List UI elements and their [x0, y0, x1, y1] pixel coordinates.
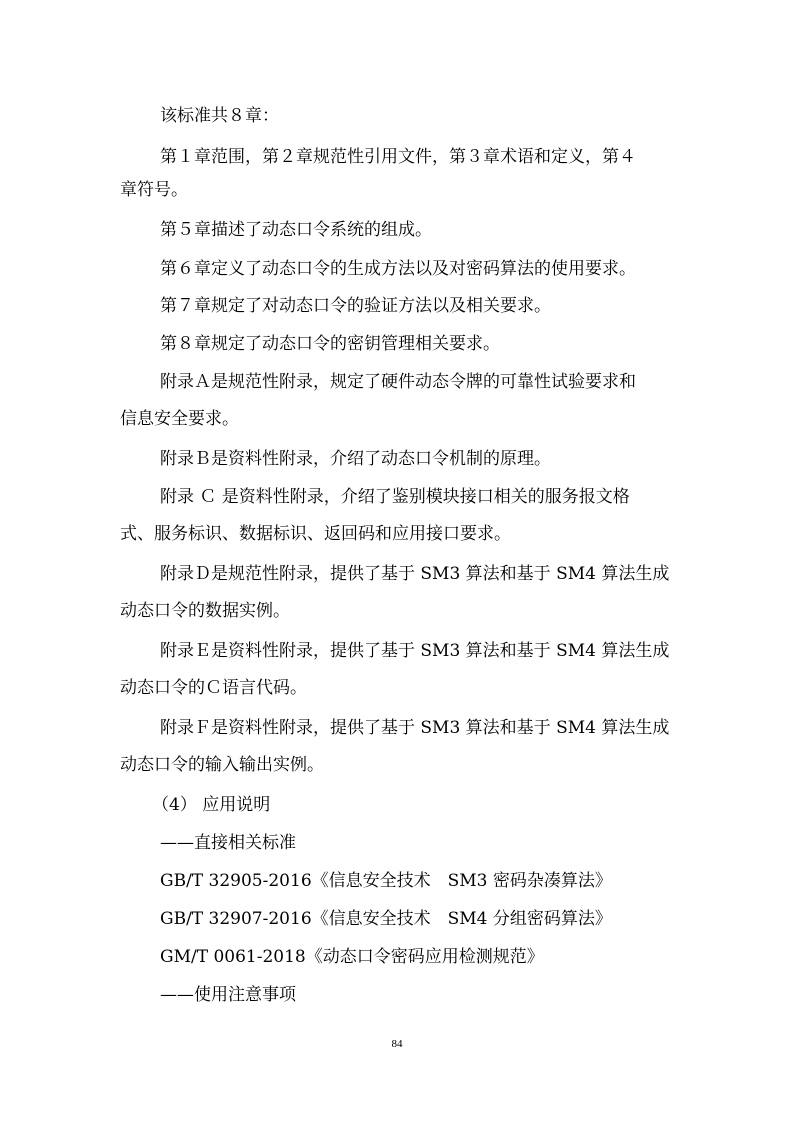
page-number: 84: [391, 1038, 403, 1050]
directly-related-standards-heading: ——直接相关标准: [160, 833, 296, 853]
appendix-c-line: 附录 Ｃ 是资料性附录，介绍了鉴别模块接口相关的服务报文格: [160, 487, 630, 507]
appendix-f-line-wrap: 动态口令的输入输出实例。: [120, 755, 324, 775]
appendix-a-line-wrap: 信息安全要求。: [120, 409, 239, 429]
chapter-scope-line: 第１章范围，第２章规范性引用文件，第３章术语和定义，第４: [160, 147, 636, 167]
appendix-a-line: 附录Ａ是规范性附录，规定了硬件动态令牌的可靠性试验要求和: [160, 372, 636, 392]
chapter-five-line: 第５章描述了动态口令系统的组成。: [160, 220, 432, 240]
application-notes-heading: （4） 应用说明: [152, 795, 271, 815]
appendix-b-line: 附录Ｂ是资料性附录，介绍了动态口令机制的原理。: [160, 449, 551, 469]
appendix-f-line: 附录Ｆ是资料性附录，提供了基于 SM3 算法和基于 SM4 算法生成: [160, 718, 670, 738]
standard-gm-t-0061-line: GM/T 0061-2018《动态口令密码应用检测规范》: [160, 947, 544, 967]
chapter-eight-line: 第８章规定了动态口令的密钥管理相关要求。: [160, 334, 500, 354]
chapter-scope-line-wrap: 章符号。: [120, 180, 188, 200]
chapter-six-line: 第６章定义了动态口令的生成方法以及对密码算法的使用要求。: [160, 259, 636, 279]
appendix-e-line-wrap: 动态口令的Ｃ语言代码。: [120, 678, 307, 698]
appendix-d-line: 附录Ｄ是规范性附录，提供了基于 SM3 算法和基于 SM4 算法生成: [160, 564, 670, 584]
standard-gb-t-32907-line: GB/T 32907-2016《信息安全技术 SM4 分组密码算法》: [160, 909, 612, 929]
appendix-e-line: 附录Ｅ是资料性附录，提供了基于 SM3 算法和基于 SM4 算法生成: [160, 641, 670, 661]
usage-notes-heading: ——使用注意事项: [160, 985, 296, 1005]
chapter-count-line: 该标准共８章：: [160, 106, 279, 126]
standard-gb-t-32905-line: GB/T 32905-2016《信息安全技术 SM3 密码杂凑算法》: [160, 871, 612, 891]
chapter-seven-line: 第７章规定了对动态口令的验证方法以及相关要求。: [160, 296, 551, 316]
appendix-c-line-wrap: 式、服务标识、数据标识、返回码和应用接口要求。: [120, 524, 511, 544]
appendix-d-line-wrap: 动态口令的数据实例。: [120, 601, 290, 621]
